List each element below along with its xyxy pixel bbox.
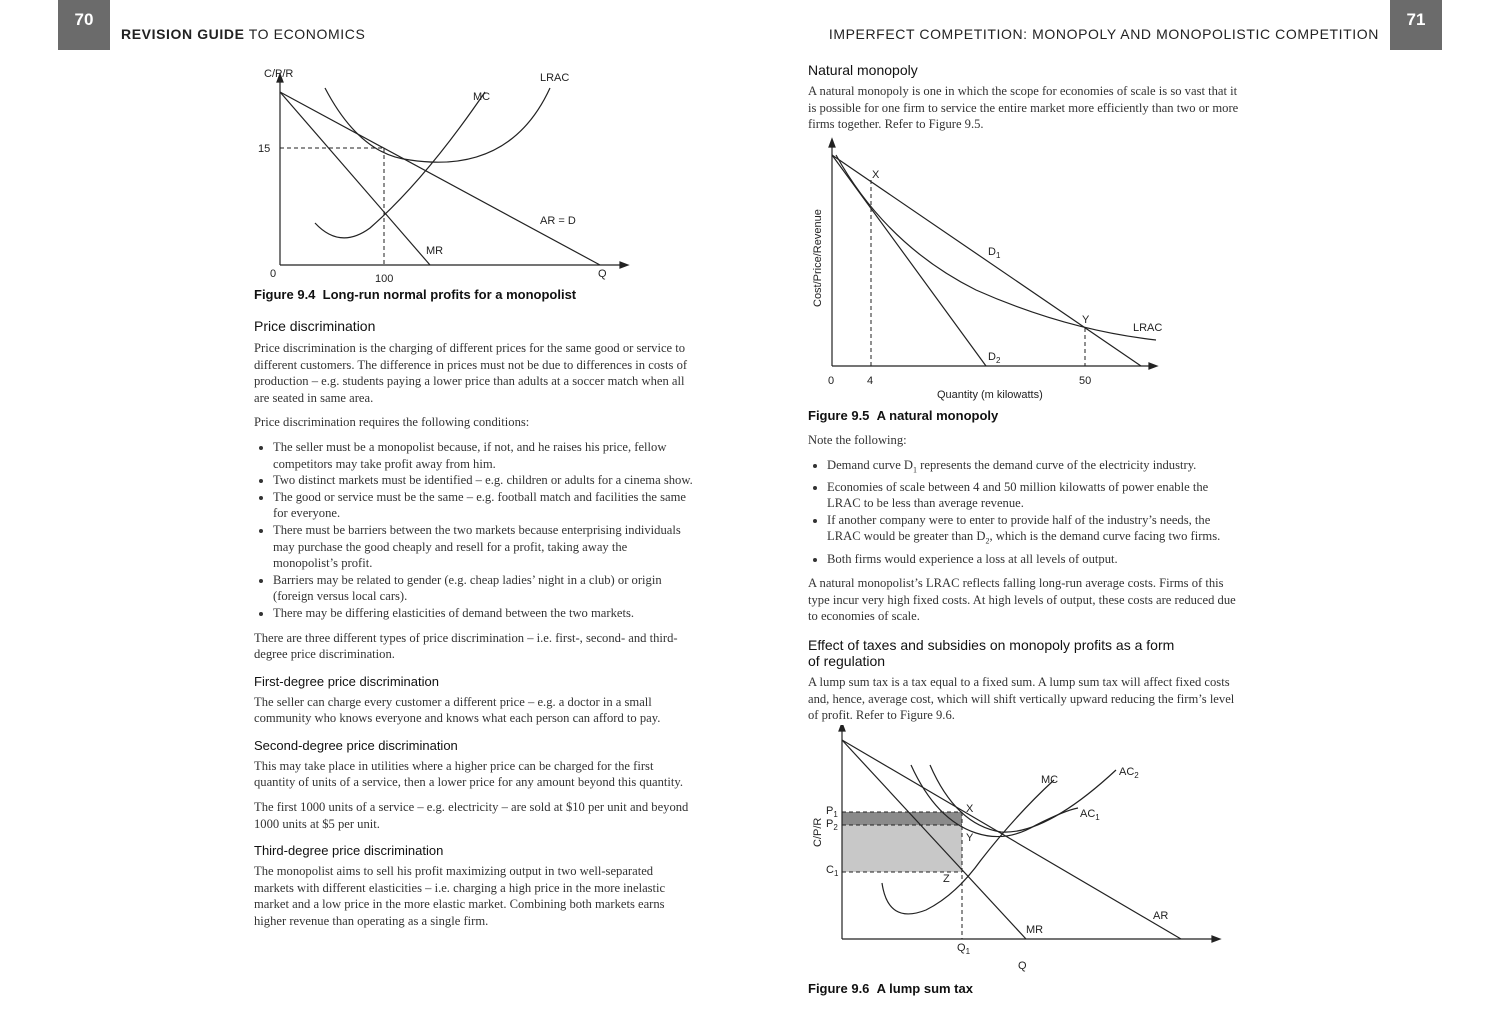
y-label: Y [1082, 314, 1090, 326]
list-item [827, 457, 1240, 479]
caption-number: Figure 9.5 [808, 408, 870, 423]
x-label: X [966, 803, 974, 815]
intro-paragraph: Price discrimination is the charging of different prices for the same good or service to different customers. The difference in prices must not be due to differences in costs of production – e.g. students paying a lower price than adults at a soccer match when all are seated in same area. [254, 341, 688, 405]
x-tick-100: 100 [375, 273, 394, 285]
y-arrow [829, 139, 835, 147]
note-3-sub: 2 [985, 537, 990, 546]
figure-9-5 [806, 135, 1176, 405]
conditions-list [254, 439, 694, 622]
y-axis-label: C/P/R [812, 817, 824, 847]
d1-letter: D [988, 246, 996, 258]
p1-label [826, 805, 838, 819]
list-item: • The good or service must be the same – e.g. football match and facilities the same for everyone. [273, 489, 694, 522]
list-item: • Both firms would experience a loss at all levels of output. [827, 551, 1240, 568]
mr-curve [280, 92, 430, 265]
first-degree-title: First-degree price discrimination [254, 673, 439, 689]
p2-label [826, 818, 838, 832]
figure-9-4-caption [254, 287, 576, 302]
list-item: • There may be differing elasticities of demand between the two markets. [273, 605, 694, 622]
second-degree-title: Second-degree price discrimination [254, 737, 458, 753]
caption-number: Figure 9.6 [808, 981, 870, 996]
p1-subscript: 1 [833, 810, 838, 819]
x-axis-label: Quantity (m kilowatts) [937, 389, 1043, 401]
c1-label [826, 864, 839, 878]
list-item: • Two distinct markets must be identified – e.g. children or adults for a cinema show. [273, 472, 694, 489]
p1-letter: P [826, 805, 834, 817]
y-axis-label: C/P/R [264, 68, 294, 80]
note-1b: represents the demand curve of the electricity industry. [917, 457, 1197, 472]
note-1-sub: 1 [913, 465, 918, 475]
ac1-letters: AC [1080, 808, 1096, 820]
d2-subscript: 2 [995, 356, 1001, 365]
note-lead: Note the following: [808, 433, 907, 447]
natural-monopoly-text: A natural monopoly is one in which the scope for economies of scale is so vast that it is possible for one firm to service the entire market more efficiently than two or more firms together. Refer to Figure 9.5. [808, 84, 1239, 132]
q-axis-label: Q [1018, 960, 1027, 972]
origin-label: 0 [828, 375, 835, 387]
list-item [827, 512, 1240, 551]
tax-title-line-1: Effect of taxes and subsidies on monopoly profits as a form [808, 636, 1175, 653]
q1-letter: Q [957, 942, 966, 954]
left-running-head [121, 26, 365, 42]
caption-number: Figure 9.4 [254, 287, 316, 302]
lrac-label: LRAC [1133, 322, 1163, 334]
x-arrow [620, 262, 628, 268]
ar-label: AR [1153, 910, 1169, 922]
ac2-label [1119, 766, 1139, 780]
y-axis-label: Cost/Price/Revenue [812, 209, 824, 307]
p2-subscript: 2 [833, 823, 838, 832]
list-item: • The seller must be a monopolist because, if not, and he raises his price, fellow competitors may take profit away from him. [273, 439, 694, 472]
list-item: • Barriers may be related to gender (e.g. cheap ladies’ night in a club) or origin (foreign versus local cars). [273, 572, 694, 605]
caption-text: Long-run normal profits for a monopolist [322, 287, 577, 302]
note-3b: , which is the demand curve facing two firms. [989, 529, 1221, 544]
c1-subscript: 1 [833, 869, 839, 878]
q1-label [957, 942, 971, 956]
third-degree-title: Third-degree price discrimination [254, 843, 444, 859]
section-title-price-discrimination: Price discrimination [254, 318, 376, 334]
list-item: • There must be barriers between the two markets because enterprising individuals may purchase the good cheaply and resell for a profit, taking away the monopolist’s profit. [273, 522, 694, 572]
figure-9-6 [806, 725, 1226, 977]
lrac-paragraph: A natural monopolist’s LRAC reflects falling long-run average costs. Firms of this type incur very high fixed costs. At high levels of output, these costs are reduced due to economies of scale. [808, 576, 1236, 624]
ac1-label [1080, 808, 1100, 822]
left-text-column [254, 318, 694, 930]
caption-text: A natural monopoly [876, 408, 999, 423]
mr-label: MR [426, 245, 444, 257]
d1-subscript: 1 [995, 251, 1001, 260]
note-1a: Demand curve D [827, 457, 914, 472]
ar-d-label: AR = D [540, 215, 576, 227]
right-page-number: 71 [1390, 0, 1442, 50]
x-arrow [1149, 363, 1157, 369]
x-arrow [1212, 936, 1220, 942]
d1-curve [832, 155, 1141, 366]
mc-label: MC [1041, 774, 1059, 786]
lrac-curve [325, 88, 550, 162]
ac1-subscript: 1 [1095, 813, 1100, 822]
right-running-head: IMPERFECT COMPETITION: MONOPOLY AND MONOPOLISTIC COMPETITION [828, 26, 1379, 42]
natural-monopoly-block [808, 62, 1240, 133]
section-title-natural-monopoly: Natural monopoly [808, 62, 918, 78]
second-degree-example: The first 1000 units of a service – e.g. electricity – are sold at $10 per unit and beyond 1000 units at $5 per unit. [254, 800, 689, 831]
p2-letter: P [826, 818, 834, 830]
third-degree-text: The monopolist aims to sell his profit maximizing output in two well-separated markets with different elasticities – i.e. charging a high price in the more inelastic market and a low price in the more elastic market. Combining both markets earns higher revenue than operating as a single firm. [254, 864, 666, 929]
y-tick-15: 15 [258, 143, 271, 155]
figure-9-4 [250, 60, 630, 290]
caption-text: A lump sum tax [876, 981, 973, 996]
left-page-number: 70 [58, 0, 110, 50]
second-degree-text: This may take place in utilities where a higher price can be charged for the first quantity of units of a service, then a lower price for any amount beyond this quantity. [254, 758, 684, 790]
tick-50: 50 [1079, 375, 1092, 387]
first-degree-text: The seller can charge every customer a different price – e.g. a doctor in a small community who knows everyone and knows what each person can afford to pay. [254, 694, 661, 726]
ac2-letters: AC [1119, 766, 1135, 778]
c1-letter: C [826, 864, 834, 876]
tax-title-line-2: of regulation [808, 652, 886, 669]
d1-label [988, 246, 1001, 260]
running-head-bold: REVISION GUIDE [121, 26, 245, 42]
origin-label: 0 [270, 268, 277, 280]
figure-9-6-caption [808, 981, 973, 996]
tax-text: A lump sum tax is a tax equal to a fixed sum. A lump sum tax will affect fixed costs and, hence, average cost, which will shift vertically upward reducing the firm’s level of profit. Refer to Figure 9.6. [808, 674, 1235, 723]
y-label: Y [966, 832, 974, 844]
running-head-rest: TO ECONOMICS [244, 26, 366, 42]
conditions-lead: Price discrimination requires the following conditions: [254, 415, 530, 430]
light-shaded-area [842, 825, 962, 872]
note-list [808, 457, 1240, 568]
figure-9-5-caption [808, 408, 998, 423]
d2-label [988, 351, 1001, 365]
x-label: X [872, 169, 880, 181]
q-label: Q [598, 268, 607, 280]
lrac-curve [836, 155, 1156, 340]
ar-d-curve [280, 92, 600, 265]
list-item: • Economies of scale between 4 and 50 million kilowatts of power enable the LRAC to be less than average revenue. [827, 479, 1240, 512]
right-text-block [808, 432, 1240, 724]
d2-letter: D [988, 351, 996, 363]
types-paragraph: There are three different types of price discrimination – i.e. first-, second- and third-degree price discrimination. [254, 630, 678, 662]
tick-4: 4 [867, 375, 874, 387]
tax-section-title [808, 637, 1240, 669]
mr-label: MR [1026, 924, 1044, 936]
mc-label: MC [473, 91, 491, 103]
note-3a: If another company were to enter to provide half of the industry’s needs, the LRAC would be greater than D [827, 512, 1211, 544]
y-arrow [839, 725, 845, 731]
q1-subscript: 1 [965, 947, 971, 956]
lrac-label: LRAC [540, 72, 570, 84]
z-label: Z [943, 873, 950, 885]
ac2-subscript: 2 [1134, 771, 1139, 780]
